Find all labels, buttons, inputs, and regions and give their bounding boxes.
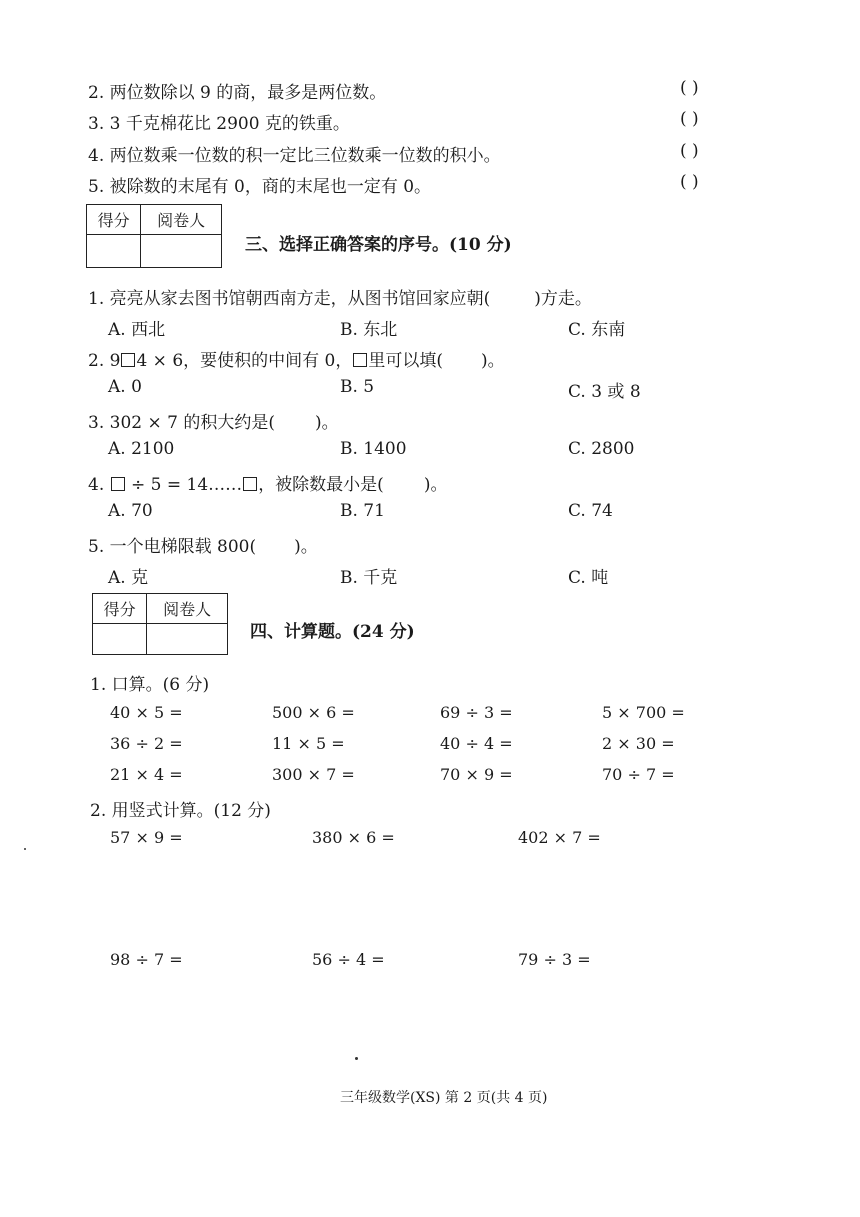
section3-title: 三、选择正确答案的序号。(10 分) [245,235,512,255]
vertical-item[interactable]: 402 × 7 = [518,828,601,847]
square-blank [111,477,125,491]
score-cell[interactable] [87,235,141,268]
tf-question-2: 2. 两位数除以 9 的商，最多是两位数。 [88,83,387,103]
vertical-item[interactable]: 57 × 9 = [110,828,183,847]
option-4b: B. 71 [340,501,385,521]
option-2b: B. 5 [340,377,375,397]
tf-answer-blank-3[interactable]: ( ) [680,109,699,129]
option-5a: A. 克 [108,568,149,588]
oral-item[interactable]: 36 ÷ 2 = [110,734,183,753]
oral-item[interactable]: 70 ÷ 7 = [602,765,675,784]
scan-speck [355,1057,358,1060]
tf-question-4: 4. 两位数乘一位数的积一定比三位数乘一位数的积小。 [88,146,501,166]
score-label: 得分 [93,594,147,624]
oral-item[interactable]: 5 × 700 = [602,703,685,722]
oral-item[interactable]: 500 × 6 = [272,703,355,722]
grader-label: 阅卷人 [141,205,222,235]
option-2a: A. 0 [108,377,142,397]
oral-calc-title: 1. 口算。(6 分) [90,675,210,695]
square-blank [243,477,257,491]
oral-item[interactable]: 69 ÷ 3 = [440,703,513,722]
tf-answer-blank-2[interactable]: ( ) [680,78,699,98]
oral-item[interactable]: 11 × 5 = [272,734,345,753]
option-3a: A. 2100 [108,439,175,459]
grader-label: 阅卷人 [147,594,228,624]
oral-item[interactable]: 40 ÷ 4 = [440,734,513,753]
vertical-item[interactable]: 380 × 6 = [312,828,395,847]
option-3b: B. 1400 [340,439,407,459]
vertical-calc-title: 2. 用竖式计算。(12 分) [90,801,271,821]
section4-title: 四、计算题。(24 分) [250,622,415,642]
option-4a: A. 70 [108,501,153,521]
tf-answer-blank-5[interactable]: ( ) [680,172,699,192]
score-cell[interactable] [93,624,147,655]
vertical-item[interactable]: 98 ÷ 7 = [110,950,183,969]
score-box-section3 [86,204,222,268]
square-blank [353,353,367,367]
choice-question-4: 4. ÷ 5 = 14…… ，被除数最小是( )。 [88,475,448,495]
option-1c: C. 东南 [568,320,626,340]
oral-item[interactable]: 2 × 30 = [602,734,675,753]
option-1b: B. 东北 [340,320,398,340]
score-box-section4 [92,593,228,655]
square-blank [121,353,135,367]
score-label: 得分 [87,205,141,235]
tf-question-5: 5. 被除数的末尾有 0，商的末尾也一定有 0。 [88,177,432,197]
vertical-item[interactable]: 79 ÷ 3 = [518,950,591,969]
choice-question-5: 5. 一个电梯限载 800( )。 [88,537,318,557]
option-2c: C. 3 或 8 [568,382,641,402]
oral-item[interactable]: 70 × 9 = [440,765,513,784]
tf-question-3: 3. 3 千克棉花比 2900 克的铁重。 [88,114,350,134]
page-footer: 三年级数学(XS) 第 2 页(共 4 页) [340,1090,548,1106]
option-5c: C. 吨 [568,568,609,588]
oral-item[interactable]: 40 × 5 = [110,703,183,722]
vertical-item[interactable]: 56 ÷ 4 = [312,950,385,969]
oral-item[interactable]: 21 × 4 = [110,765,183,784]
tf-answer-blank-4[interactable]: ( ) [680,141,699,161]
option-1a: A. 西北 [108,320,166,340]
grader-cell[interactable] [141,235,222,268]
grader-cell[interactable] [147,624,228,655]
option-3c: C. 2800 [568,439,635,459]
scan-speck [24,848,26,850]
choice-question-2: 2. 9 4 × 6，要使积的中间有 0， 里可以填( )。 [88,351,505,371]
choice-question-3: 3. 302 × 7 的积大约是( )。 [88,413,339,433]
choice-question-1: 1. 亮亮从家去图书馆朝西南方走，从图书馆回家应朝( )方走。 [88,289,592,309]
option-5b: B. 千克 [340,568,398,588]
oral-item[interactable]: 300 × 7 = [272,765,355,784]
option-4c: C. 74 [568,501,613,521]
